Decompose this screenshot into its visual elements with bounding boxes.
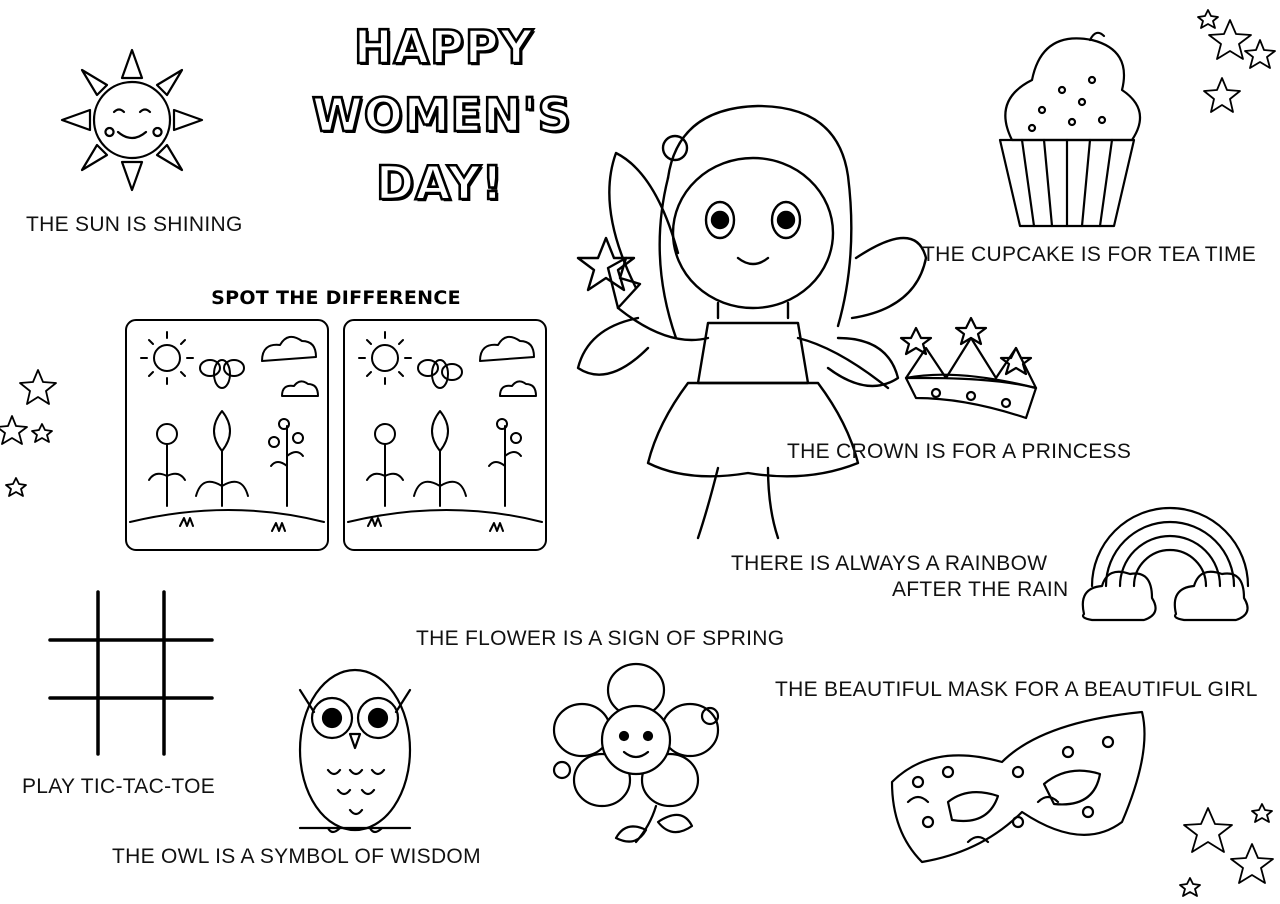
cupcake-icon: [982, 30, 1152, 230]
owl-label: THE OWL IS A SYMBOL OF WISDOM: [112, 845, 481, 868]
tic-tac-toe-grid[interactable]: [46, 588, 216, 758]
crown-icon: [896, 318, 1046, 428]
star-icon: [1178, 794, 1278, 904]
cupcake-label: THE CUPCAKE IS FOR TEA TIME: [922, 243, 1257, 266]
spot-difference-panels: [122, 316, 552, 556]
spot-difference-title: SPOT THE DIFFERENCE: [211, 287, 461, 309]
fairy-illustration: [568, 108, 928, 528]
title-line-3: DAY!: [376, 156, 504, 210]
title-line-2: WOMEN'S: [312, 88, 572, 142]
rainbow-icon: [1080, 490, 1260, 630]
sun-label: THE SUN IS SHINING: [26, 213, 243, 236]
owl-icon: [280, 660, 430, 840]
rainbow-label-line-2: AFTER THE RAIN: [892, 578, 1069, 601]
rainbow-label-line-1: THERE IS ALWAYS A RAINBOW: [731, 552, 1048, 575]
crown-label: THE CROWN IS FOR A PRINCESS: [787, 440, 1132, 463]
mask-label: THE BEAUTIFUL MASK FOR A BEAUTIFUL GIRL: [775, 678, 1258, 701]
star-icon: [1200, 0, 1280, 120]
mask-icon: [888, 712, 1148, 882]
tictactoe-label: PLAY TIC-TAC-TOE: [22, 775, 216, 798]
title-line-1: HAPPY: [354, 20, 534, 74]
flower-label: THE FLOWER IS A SIGN OF SPRING: [416, 627, 785, 650]
flower-icon: [546, 660, 726, 850]
star-icon: [0, 356, 60, 506]
sun-icon: [52, 40, 212, 200]
